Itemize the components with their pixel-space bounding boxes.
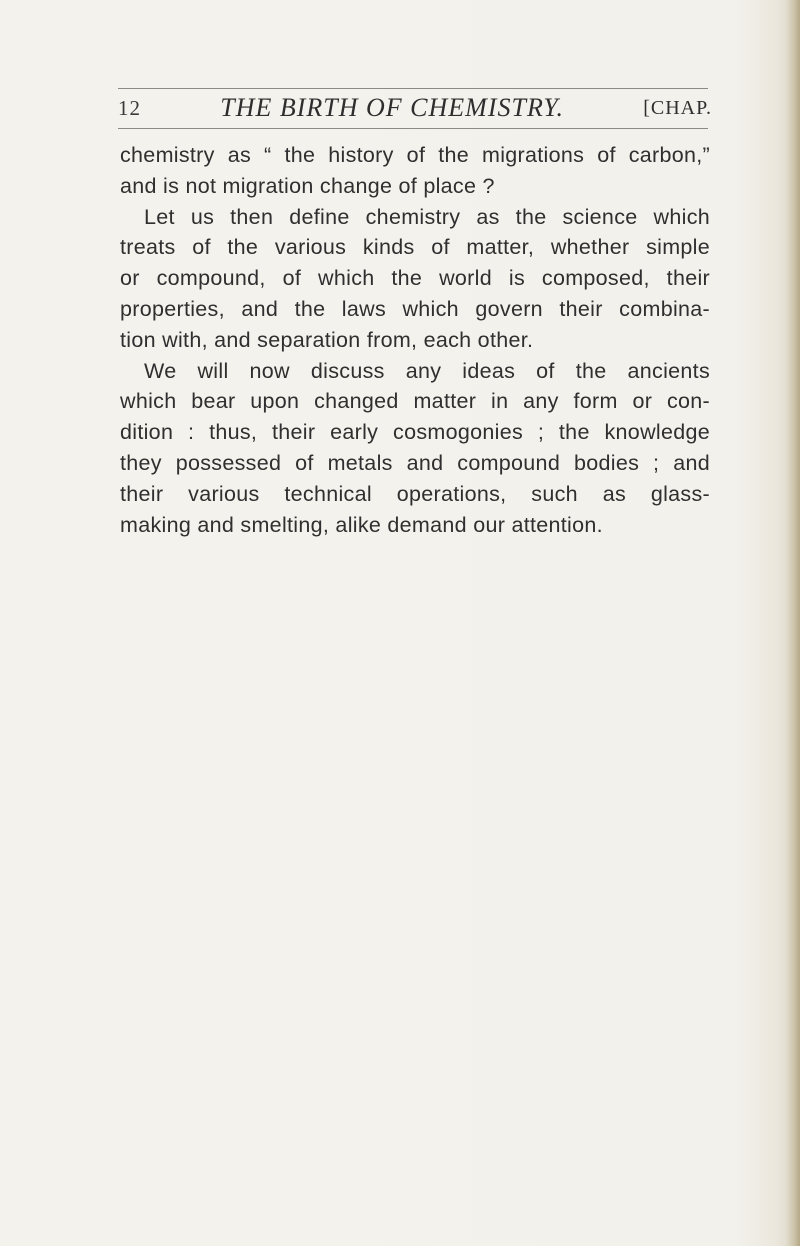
text-line: Let us then define chemistry as the science which: [144, 204, 710, 229]
header-rule-top: [118, 88, 708, 89]
text-line: We will now discuss any ideas of the ancients: [144, 358, 710, 383]
text-line: they possessed of metals and compound bodies ; and: [120, 450, 710, 475]
chapter-mark: [CHAP.: [643, 96, 712, 119]
text-line: making and smelting, alike demand our attention.: [120, 512, 603, 537]
text-line: treats of the various kinds of matter, whether simple: [120, 235, 710, 260]
text-line: tion with, and separation from, each other.: [120, 327, 534, 352]
text-line: chemistry as “ the history of the migrations of carbon,”: [120, 143, 710, 167]
text-line: dition : thus, their early cosmogonies ; the knowledge: [120, 420, 710, 445]
header-rule-bottom: [118, 128, 708, 129]
page-number: 12: [118, 95, 141, 120]
text-line: properties, and the laws which govern their combina-: [120, 296, 710, 321]
running-title: THE BIRTH OF CHEMISTRY.: [220, 93, 564, 122]
body-text: [120, 140, 710, 540]
text-line: their various technical operations, such as glass-: [120, 481, 710, 506]
text-line: and is not migration change of place ?: [120, 173, 495, 198]
text-line: which bear upon changed matter in any form or con-: [120, 389, 710, 414]
text-line: or compound, of which the world is composed, their: [120, 266, 710, 291]
running-header: [118, 91, 712, 125]
page-edge-shadow: [786, 0, 800, 1246]
